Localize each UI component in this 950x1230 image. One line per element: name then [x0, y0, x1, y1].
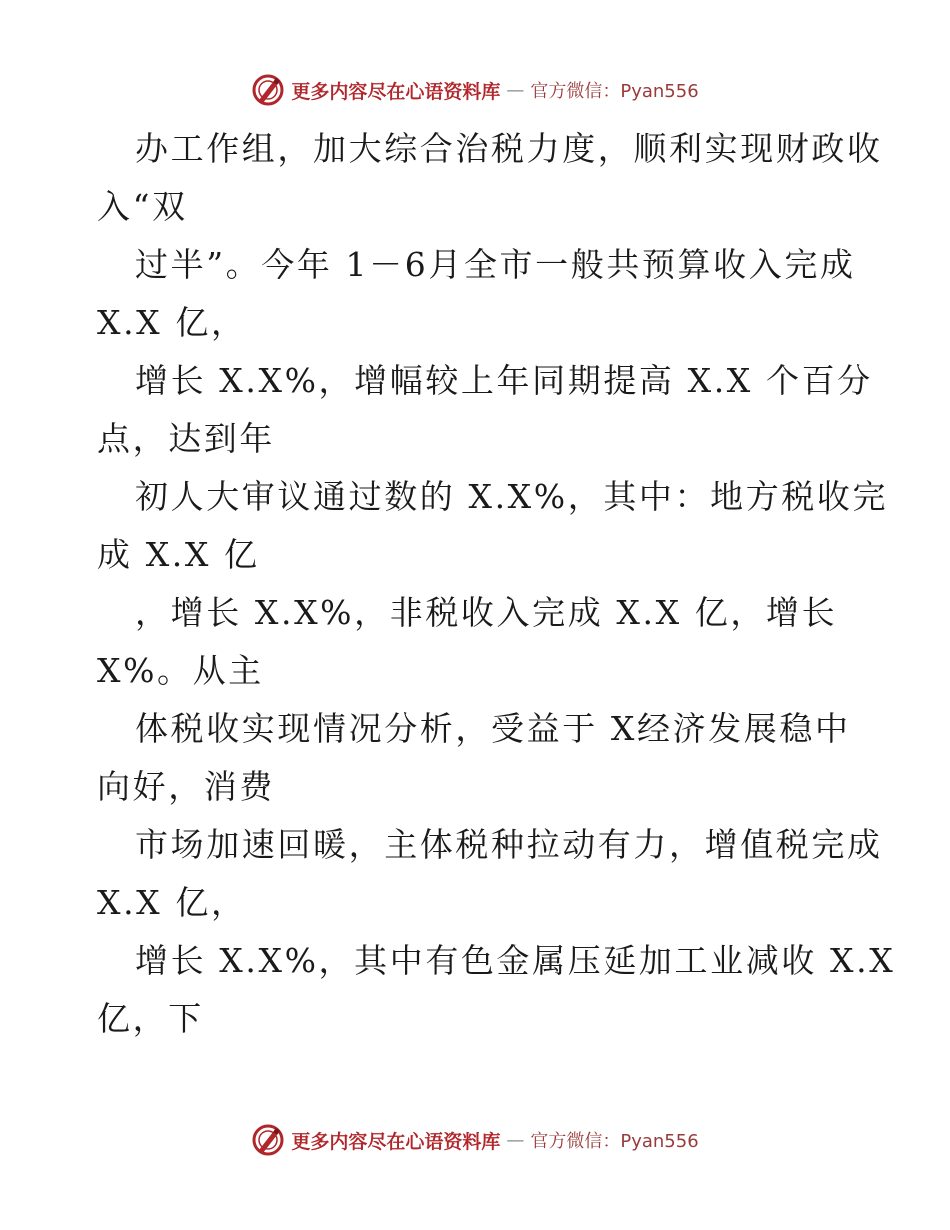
banner-wechat-id: 官方微信：Pyan556	[530, 1131, 699, 1152]
footer-banner[interactable]	[0, 1120, 950, 1160]
text-line: 成 X.X 亿	[97, 535, 260, 574]
text-line: 过半”。今年 1－6月全市一般共预算收入完成	[135, 245, 856, 284]
header-banner[interactable]	[0, 70, 950, 110]
text-line: ，增长 X.X%，非税收入完成 X.X 亿，增长	[135, 593, 838, 632]
text-line: X.X 亿，	[97, 883, 247, 922]
text-line: 市场加速回暖，主体税种拉动有力，增值税完成	[135, 825, 883, 864]
text-line: 亿，下	[97, 999, 204, 1038]
banner-wechat-id: 官方微信：Pyan556	[530, 81, 699, 102]
banner-site-name: 更多内容尽在心语资料库	[291, 1130, 501, 1153]
text-line: X%。从主	[97, 651, 264, 690]
text-line: 向好，消费	[97, 767, 275, 806]
text-line: 增长 X.X%，其中有色金属压延加工业减收 X.X	[135, 941, 896, 980]
text-line: 初人大审议通过数的 X.X%，其中：地方税收完	[135, 477, 889, 516]
document-body	[97, 120, 896, 1048]
pen-circle-logo-icon	[251, 1123, 285, 1157]
text-line: 点，达到年	[97, 419, 275, 458]
banner-separator: —	[506, 79, 525, 101]
text-line: 增长 X.X%，增幅较上年同期提高 X.X 个百分	[135, 361, 873, 400]
text-line: 体税收实现情况分析，受益于 X经济发展稳中	[135, 709, 851, 748]
pen-circle-logo-icon	[251, 73, 285, 107]
text-line: 入“双	[97, 187, 188, 226]
banner-separator: —	[506, 1129, 525, 1151]
text-line: 办工作组，加大综合治税力度，顺利实现财政收	[135, 129, 883, 168]
banner-site-name: 更多内容尽在心语资料库	[291, 80, 501, 103]
text-line: X.X 亿，	[97, 303, 247, 342]
